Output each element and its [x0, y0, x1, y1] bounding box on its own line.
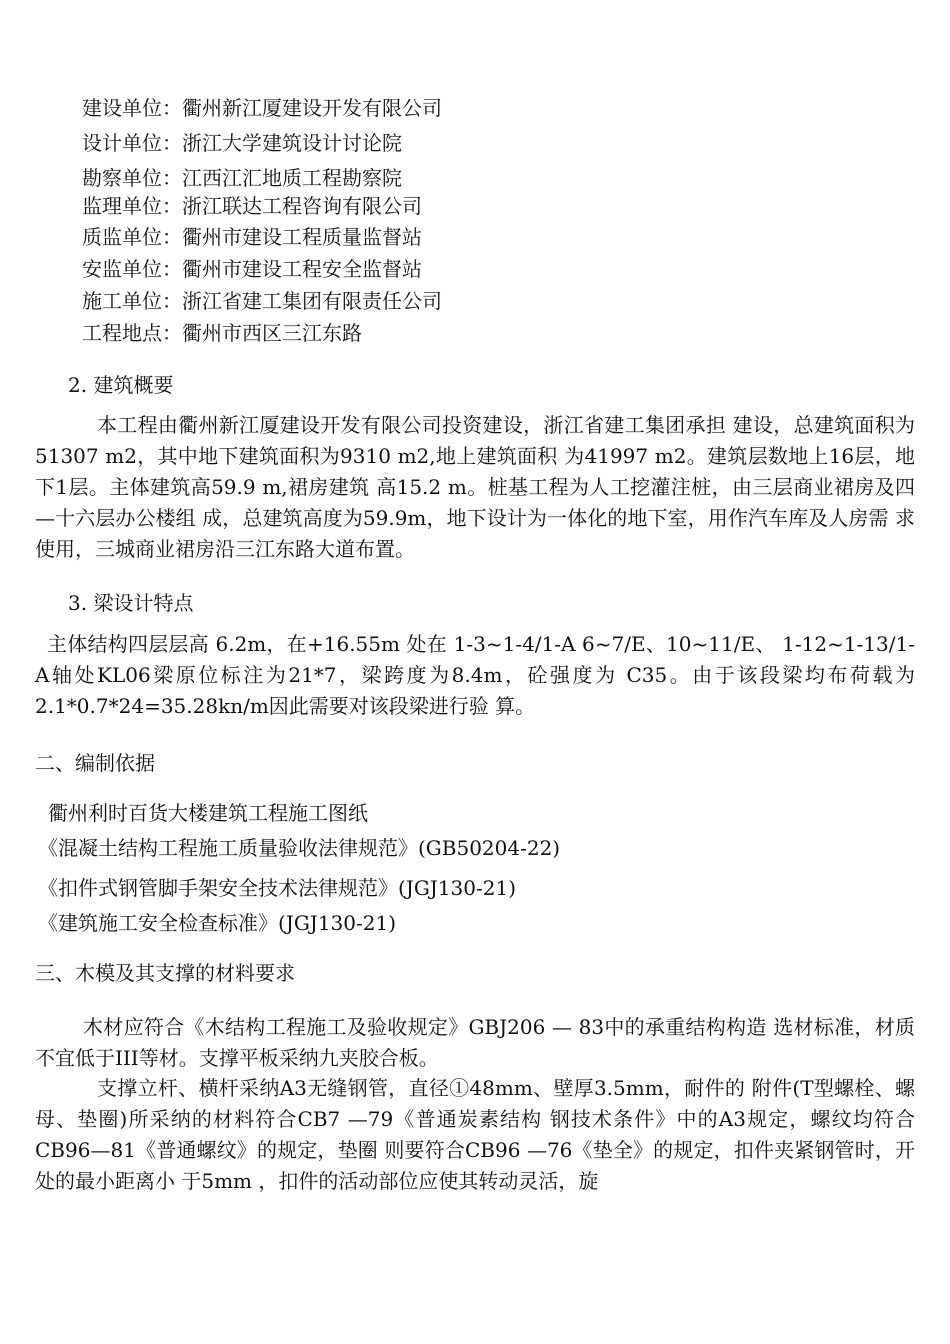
quality-supervision-line: 质监单位：衢州市建设工程质量监督站: [82, 225, 422, 249]
basis-item: 《建筑施工安全检查标准》(JGJ130-21): [38, 911, 396, 935]
basis-heading: 二、编制依据: [35, 751, 155, 775]
materials-heading: 三、木模及其支撑的材料要求: [35, 961, 295, 985]
beam-design-heading: 3. 梁设计特点: [68, 591, 194, 615]
building-overview-paragraph: 本工程由衢州新江厦建设开发有限公司投资建设，浙江省建工集团承担 建设，总建筑面积为51307 m2，其中地下建筑面积为9310 m2,地上建筑面积 为41997 m2。建筑层数地上16层，地下1层。主体建筑高59.9 m,裙房建筑 高15.2 m。桩基工程为人工挖灌注桩，由三层商业裙房及四—十六层办公楼组 成，总建筑高度为59.9m，地下设计为一体化的地下室，用作汽车库及人房需 求使用，三城商业裙房沿三江东路大道布置。: [35, 413, 915, 561]
project-location-line: 工程地点：衢州市西区三江东路: [82, 321, 362, 345]
supervision-unit-line: 监理单位：浙江联达工程咨询有限公司: [82, 194, 422, 218]
survey-unit-line: 勘察单位：江西江汇地质工程勘察院: [82, 166, 402, 190]
basis-item: 《扣件式钢管脚手架安全技术法律规范》(JGJ130-21): [38, 876, 516, 900]
materials-paragraph-wood: 木材应符合《木结构工程施工及验收规定》GBJ206 — 83中的承重结构构造 选材标准，材质不宜低于III等材。支撑平板采纳九夹胶合板。: [35, 1015, 915, 1070]
materials-paragraph-steel: 支撑立杆、横杆采纳A3无缝钢管，直径①48mm、壁厚3.5mm，耐件的 附件(T型螺栓、螺母、垫圈)所采纳的材料符合CB7 —79《普通炭素结构 钢技术条件》中的A3规定，螺纹均符合CB96—81《普通螺纹》的规定，垫圈 则要符合CB96 —76《垫全》的规定，扣件夹紧钢管时，开处的最小距离小 于5mm ，扣件的活动部位应使其转动灵活，旋: [35, 1076, 915, 1193]
basis-item: 《混凝土结构工程施工质量验收法律规范》(GB50204-22): [38, 836, 561, 860]
construction-unit-line: 建设单位：衢州新江厦建设开发有限公司: [82, 96, 442, 120]
building-overview-heading: 2. 建筑概要: [68, 373, 174, 397]
basis-item: 衢州利时百货大楼建筑工程施工图纸: [48, 801, 368, 825]
contractor-unit-line: 施工单位：浙江省建工集团有限责任公司: [82, 289, 442, 313]
safety-supervision-line: 安监单位：衢州市建设工程安全监督站: [82, 257, 422, 281]
design-unit-line: 设计单位：浙江大学建筑设计讨论院: [82, 131, 402, 155]
beam-design-paragraph: 主体结构四层层高 6.2m，在+16.55m 处在 1-3~1-4/1-A 6~7/E、10~11/E、 1-12~1-13/1-A轴处KL06梁原位标注为21*7，梁跨度为8.4m，砼强度为 C35。由于该段梁均布荷载为2.1*0.7*24=35.28kn/m因此需要对该段梁进行验 算。: [35, 632, 915, 718]
